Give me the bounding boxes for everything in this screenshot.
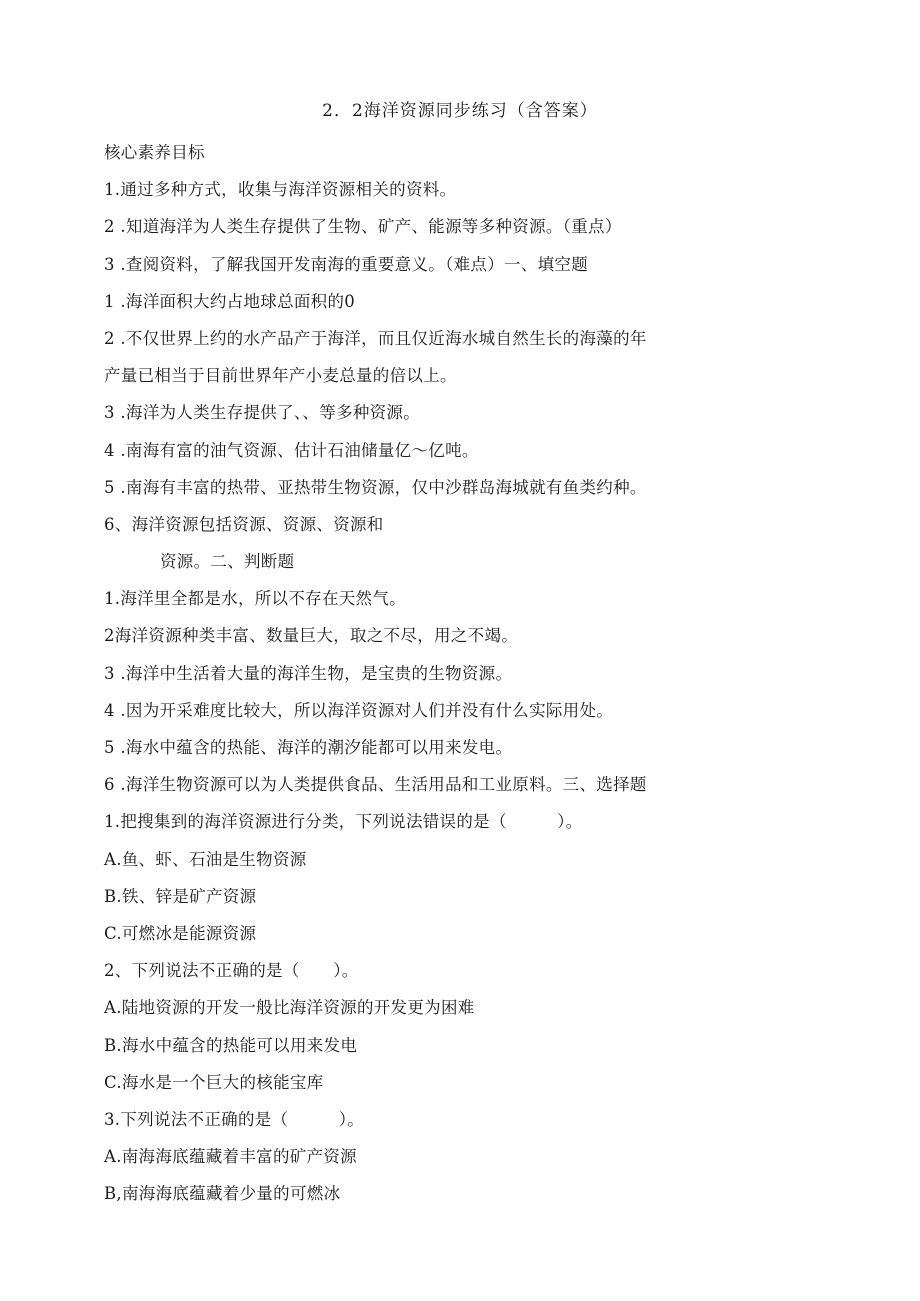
text-line: 4 .南海有富的油气资源、估计石油储量亿～亿吨。 <box>104 440 479 460</box>
text-line: 3 .查阅资料，了解我国开发南海的重要意义。（难点）一、填空题 <box>104 254 589 274</box>
text-line: A.陆地资源的开发一般比海洋资源的开发更为困难 <box>104 998 475 1018</box>
text-line: 3.下列说法不正确的是（ ）。 <box>104 1109 365 1129</box>
text-line: 2 .不仅世界上约的水产品产于海洋，而且仅近海水城自然生长的海藻的年 <box>104 328 647 348</box>
text-line: 2 .知道海洋为人类生存提供了生物、矿产、能源等多种资源。（重点） <box>104 217 622 237</box>
text-line: 1 .海洋面积大约占地球总面积的0 <box>104 291 356 311</box>
text-line: 3 .海洋为人类生存提供了、、等多种资源。 <box>104 403 421 423</box>
text-line: A.南海海底蕴藏着丰富的矿产资源 <box>104 1147 357 1167</box>
text-line: 6 .海洋生物资源可以为人类提供食品、生活用品和工业原料。三、选择题 <box>104 775 647 795</box>
text-line: 5 .南海有丰富的热带、亚热带生物资源，仅中沙群岛海城就有鱼类约种。 <box>104 477 647 497</box>
text-line: 2、下列说法不正确的是（ ）。 <box>104 961 359 981</box>
text-line: 5 .海水中蕴含的热能、海洋的潮汐能都可以用来发电。 <box>104 738 513 757</box>
text-line: 1.把搜集到的海洋资源进行分类，下列说法错误的是（ ）。 <box>104 812 583 832</box>
text-line: 6、海洋资源包括资源、资源、资源和 <box>104 514 384 534</box>
text-line: B.海水中蕴含的热能可以用来发电 <box>104 1035 358 1055</box>
text-line: 产量已相当于目前世界年产小麦总量的倍以上。 <box>104 366 457 386</box>
text-line: 3 .海洋中生活着大量的海洋生物，是宝贵的生物资源。 <box>104 663 513 683</box>
text-line: B.铁、锌是矿产资源 <box>104 886 257 906</box>
text-line: B,南海海底蕴藏着少量的可燃冰 <box>104 1184 341 1204</box>
text-line: 2海洋资源种类丰富、数量巨大，取之不尽，用之不竭。 <box>104 626 518 646</box>
text-line: A.鱼、虾、石油是生物资源 <box>104 849 307 869</box>
document-title: 2．2海洋资源同步练习（含答案） <box>322 101 598 121</box>
text-line: 1.通过多种方式，收集与海洋资源相关的资料。 <box>104 180 457 200</box>
text-line: 资源。二、判断题 <box>160 552 295 572</box>
text-line: C.海水是一个巨大的核能宝库 <box>104 1072 324 1092</box>
document-body <box>104 134 824 1212</box>
text-line: 4 .因为开采难度比较大，所以海洋资源对人们并没有什么实际用处。 <box>104 700 614 720</box>
text-line: C.可燃冰是能源资源 <box>104 923 257 943</box>
text-line: 1.海洋里全都是水，所以不存在天然气。 <box>104 589 406 609</box>
text-line: 核心素养目标 <box>104 143 205 162</box>
